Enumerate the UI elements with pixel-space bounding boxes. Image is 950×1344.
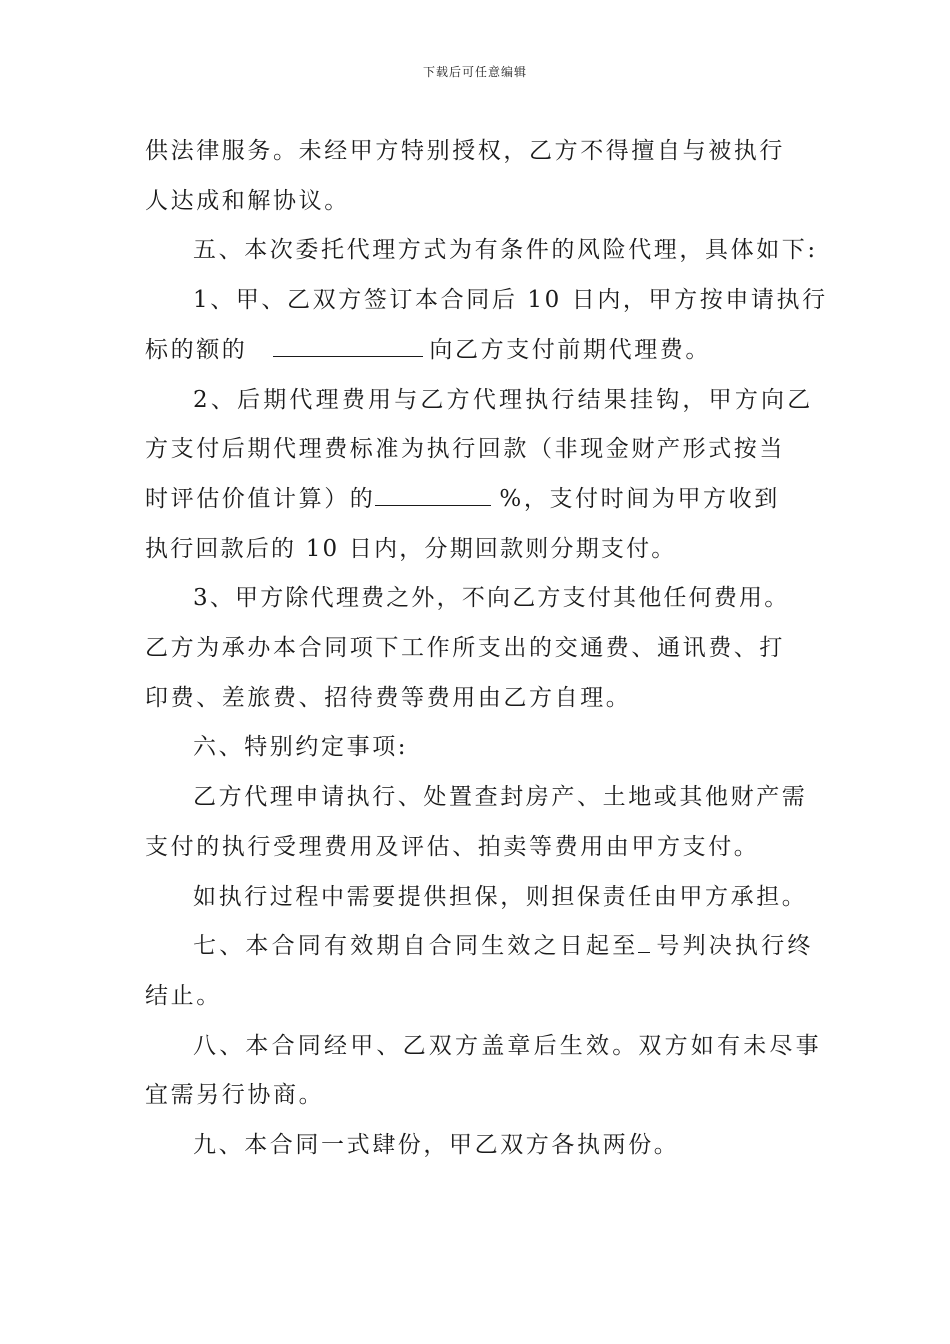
paragraph-line: 1、甲、乙双方签订本合同后 10 日内，甲方按申请执行 bbox=[193, 287, 828, 314]
paragraph-line: 如执行过程中需要提供担保，则担保责任由甲方承担。 bbox=[193, 883, 808, 910]
paragraph-line: 执行回款后的 10 日内，分期回款则分期支付。 bbox=[145, 535, 677, 562]
text-fragment: 时评估价值计算）的 bbox=[145, 485, 376, 512]
paragraph-line: 方支付后期代理费标准为执行回款（非现金财产形式按当 bbox=[145, 436, 785, 463]
paragraph-line: 宜需另行协商。 bbox=[145, 1082, 325, 1109]
paragraph-line bbox=[145, 475, 825, 525]
text-fragment: 标的额的 bbox=[145, 336, 248, 363]
paragraph-line: 乙方代理申请执行、处置查封房产、土地或其他财产需 bbox=[193, 784, 808, 811]
paragraph-line: 结止。 bbox=[145, 982, 222, 1009]
paragraph-line bbox=[145, 326, 825, 376]
section-nine-line: 九、本合同一式肆份，甲乙双方各执两份。 bbox=[193, 1132, 680, 1159]
text-fragment: 七、本合同有效期自合同生效之日起至 bbox=[193, 933, 639, 960]
text-fragment: %，支付时间为甲方收到 bbox=[499, 485, 780, 512]
text-fragment: 向乙方支付前期代理费。 bbox=[429, 336, 712, 363]
section-seven-line bbox=[145, 922, 825, 972]
text-fragment: 号判决执行终 bbox=[656, 933, 814, 960]
paragraph-line: 3、甲方除代理费之外，不向乙方支付其他任何费用。 bbox=[193, 585, 790, 612]
fill-in-blank bbox=[375, 485, 491, 506]
paragraph-line: 印费、差旅费、招待费等费用由乙方自理。 bbox=[145, 684, 632, 711]
fill-in-blank bbox=[273, 336, 423, 357]
paragraph-line: 2、后期代理费用与乙方代理执行结果挂钩，甲方向乙 bbox=[193, 386, 814, 413]
document-body bbox=[145, 127, 828, 1171]
paragraph-line: 供法律服务。未经甲方特别授权，乙方不得擅自与被执行 bbox=[145, 138, 785, 164]
section-eight-line: 八、本合同经甲、乙双方盖章后生效。双方如有未尽事 bbox=[193, 1032, 822, 1059]
fill-in-blank bbox=[638, 932, 650, 953]
section-five-heading: 五、本次委托代理方式为有条件的风险代理，具体如下: bbox=[193, 237, 818, 264]
paragraph-line: 支付的执行受理费用及评估、拍卖等费用由甲方支付。 bbox=[145, 833, 760, 860]
section-six-heading: 六、特别约定事项: bbox=[193, 734, 409, 761]
page-header: 下载后可任意编辑 bbox=[422, 65, 527, 79]
paragraph-line: 人达成和解协议。 bbox=[145, 187, 350, 214]
paragraph-line: 乙方为承办本合同项下工作所支出的交通费、通讯费、打 bbox=[145, 635, 785, 662]
